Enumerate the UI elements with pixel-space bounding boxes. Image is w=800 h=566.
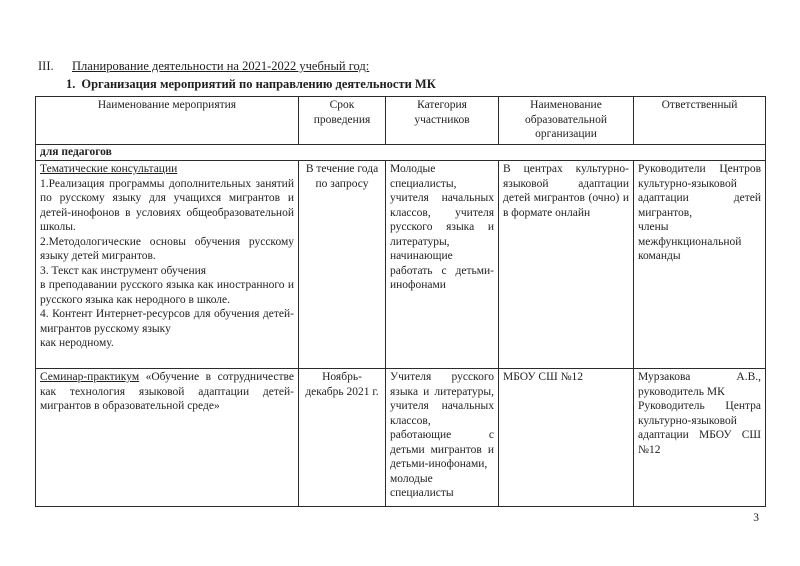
responsible-paragraph: члены межфункциональной команды (638, 221, 742, 262)
subsection-title: Организация мероприятий по направлению деятельности МК (81, 77, 436, 91)
events-table (35, 96, 766, 507)
col-header-participants: Категория участников (386, 97, 499, 145)
organization-text: В центрах культурно-языковой адаптации детей мигрантов (очно) и в формате онлайн (503, 163, 629, 219)
responsible-paragraph: Руководители Центров культурно-языковой адаптации детей мигрантов, (638, 163, 761, 219)
event-paragraph: 2.Методологические основы обучения русскому языку детей мигрантов. (40, 235, 294, 262)
page-number: 3 (753, 512, 759, 524)
table-header-row (36, 97, 766, 145)
col-header-organization: Наименование образовательной организации (499, 97, 634, 145)
cell-event-name (36, 161, 299, 369)
event-paragraph: как неродному. (40, 337, 114, 349)
responsible-paragraph: Мурзакова А.В., руководитель МК (638, 371, 761, 398)
table-row (36, 161, 766, 369)
participants-text: Учителя русского языка и литературы, учителя начальных классов, работающие с детьми мигрантов и детьми-инофонами, молодые специалисты (390, 371, 494, 499)
cell-term: Ноябрь-декабрь 2021 г. (299, 369, 386, 507)
cell-organization: МБОУ СШ №12 (499, 369, 634, 507)
table-row (36, 369, 766, 507)
participants-text: Молодые специалисты, учителя начальных классов, учителя русского языка и литературы, начинающие работать с детьми-инофонами (390, 163, 494, 291)
cell-responsible (634, 369, 766, 507)
event-paragraph: в преподавании русского языка как иностранного и русского языка как неродного в школе. (40, 279, 294, 306)
section-row-label: для педагогов (36, 144, 766, 161)
cell-responsible (634, 161, 766, 369)
section-row (36, 144, 766, 161)
subsection-heading (66, 76, 765, 92)
subsection-numeral: 1. (66, 77, 76, 91)
event-paragraph: 3. Текст как инструмент обучения (40, 264, 207, 277)
section-numeral: III. (38, 59, 54, 73)
cell-term: В течение года по запросу (299, 161, 386, 369)
event-description: «Обучение в сотрудничестве как технология языковой адаптации детей-мигрантов в образовательной среде» (40, 371, 295, 412)
col-header-responsible: Ответственный (634, 97, 766, 145)
col-header-term: Срок проведения (299, 97, 386, 145)
event-paragraph (40, 370, 294, 414)
event-paragraph: 1.Реализация программы дополнительных занятий по русскому языку для учащихся мигрантов и детей-инофонов в условиях общеобразовательной школы. (40, 177, 294, 233)
col-header-event-name: Наименование мероприятия (36, 97, 299, 145)
cell-organization (499, 161, 634, 369)
event-paragraph: 4. Контент Интернет-ресурсов для обучения детей-мигрантов русскому языку (40, 308, 294, 335)
section-heading (38, 58, 765, 74)
event-title: Семинар-практикум (40, 371, 140, 383)
section-title: Планирование деятельности на 2021-2022 учебный год: (72, 59, 370, 73)
event-title: Тематические консультации (40, 163, 178, 175)
responsible-paragraph: Руководитель Центра культурно-языковой адаптации МБОУ СШ №12 (638, 400, 761, 456)
cell-participants (386, 369, 499, 507)
cell-event-name (36, 369, 299, 507)
cell-participants (386, 161, 499, 369)
